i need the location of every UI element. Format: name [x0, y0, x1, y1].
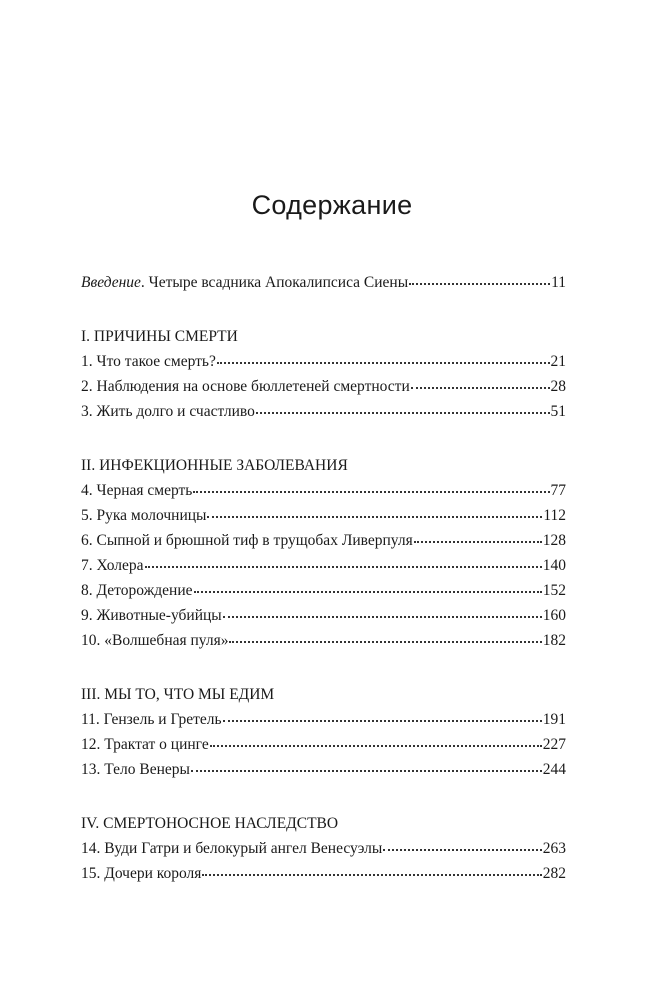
dot-leader — [409, 282, 550, 285]
chapter-title: 14. Вуди Гатри и белокурый ангел Венесуэлы — [81, 840, 383, 857]
page-number: 11 — [551, 274, 566, 291]
dot-leader — [217, 361, 550, 364]
dot-leader — [383, 848, 541, 851]
dot-leader — [229, 640, 541, 643]
page-number: 282 — [542, 865, 566, 882]
chapter-title: 12. Трактат о цинге — [81, 736, 209, 753]
toc-entry — [81, 732, 566, 757]
dot-leader — [207, 515, 542, 518]
page-number: 28 — [550, 378, 566, 395]
chapter-title: 9. Животные-убийцы — [81, 607, 222, 624]
dot-leader — [193, 490, 549, 493]
page-title: Содержание — [251, 190, 413, 220]
chapter-title: 4. Черная смерть — [81, 482, 193, 499]
chapter-title: 11. Гензель и Гретель — [81, 711, 222, 728]
chapter-title: 10. «Волшебная пуля» — [81, 632, 229, 649]
toc-entry — [81, 578, 566, 603]
dot-leader — [223, 615, 542, 618]
toc-entry — [81, 603, 566, 628]
page-number: 140 — [542, 557, 566, 574]
intro-title: . Четыре всадника Апокалипсиса Сиены — [140, 274, 409, 291]
chapter-title: 7. Холера — [81, 557, 144, 574]
page-number: 244 — [542, 761, 566, 778]
toc-entry — [81, 399, 566, 424]
intro-label: Введение — [81, 274, 141, 291]
toc-entry — [81, 553, 566, 578]
page-number: 227 — [542, 736, 566, 753]
page-number: 128 — [542, 532, 566, 549]
part-heading: III. МЫ ТО, ЧТО МЫ ЕДИМ — [81, 686, 275, 703]
toc-entry — [81, 707, 566, 732]
dot-leader — [256, 411, 550, 414]
toc-entry — [81, 503, 566, 528]
chapter-title: 15. Дочери короля — [81, 865, 202, 882]
table-of-contents — [81, 270, 566, 886]
dot-leader — [191, 769, 542, 772]
page-number: 182 — [542, 632, 566, 649]
toc-entry — [81, 528, 566, 553]
toc-entry-intro — [81, 270, 566, 295]
chapter-title: 13. Тело Венеры — [81, 761, 190, 778]
page-number: 77 — [550, 482, 566, 499]
page-number: 51 — [550, 403, 566, 420]
toc-entry — [81, 349, 566, 374]
part-heading: IV. СМЕРТОНОСНОЕ НАСЛЕДСТВО — [81, 815, 339, 832]
dot-leader — [414, 540, 542, 543]
dot-leader — [145, 565, 542, 568]
toc-parts — [81, 324, 566, 886]
chapter-title: 3. Жить долго и счастливо — [81, 403, 255, 420]
chapter-title: 5. Рука молочницы — [81, 507, 207, 524]
page-number: 191 — [542, 711, 566, 728]
chapter-title: 2. Наблюдения на основе бюллетеней смертности — [81, 378, 410, 395]
chapter-title: 6. Сыпной и брюшной тиф в трущобах Ливерпуля — [81, 532, 413, 549]
chapter-title: 1. Что такое смерть? — [81, 353, 216, 370]
chapter-title: 8. Деторождение — [81, 582, 193, 599]
page-number: 160 — [542, 607, 566, 624]
toc-entry — [81, 836, 566, 861]
page-number: 21 — [550, 353, 566, 370]
page-number: 263 — [542, 840, 566, 857]
dot-leader — [202, 873, 541, 876]
dot-leader — [194, 590, 542, 593]
dot-leader — [223, 719, 542, 722]
toc-entry — [81, 478, 566, 503]
page-number: 152 — [542, 582, 566, 599]
part-heading: I. ПРИЧИНЫ СМЕРТИ — [81, 328, 238, 345]
toc-entry — [81, 861, 566, 886]
dot-leader — [210, 744, 542, 747]
part-heading: II. ИНФЕКЦИОННЫЕ ЗАБОЛЕВАНИЯ — [81, 457, 348, 474]
toc-entry — [81, 628, 566, 653]
dot-leader — [411, 386, 550, 389]
toc-entry — [81, 757, 566, 782]
page-number: 112 — [543, 507, 566, 524]
toc-entry — [81, 374, 566, 399]
